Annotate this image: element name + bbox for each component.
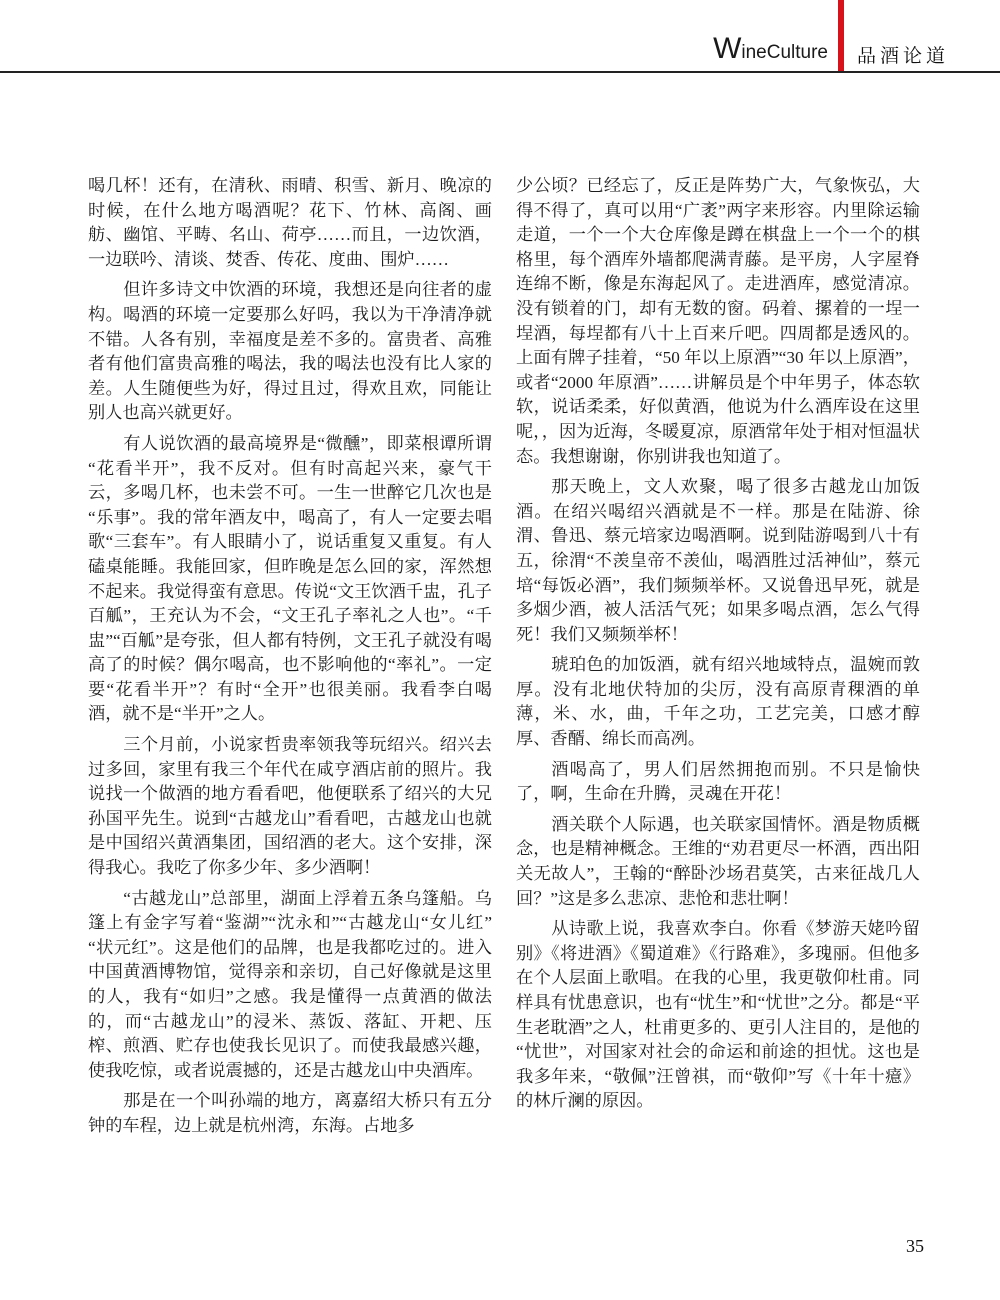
section-label: 品酒论道 <box>857 46 950 67</box>
article-paragraph: 有人说饮酒的最高境界是“微醺”，即菜根谭所谓“花看半开”，我不反对。但有时高起兴来，豪气干云，多喝几杯，也未尝不可。一生一世醉它几次也是“乐事”。我的常年酒友中，喝高了，有人一定要去唱歌“三套车”。有人眼睛小了，说话重复又重复。有人磕桌能睡。我能回家，但昨晚是怎么回的家，浑然想不起来。我觉得蛮有意思。传说“文王饮酒千盅，孔子百觚”，王充认为不会，“文王孔子率礼之人也”。“千盅”“百觚”是夸张，但人都有特例，文王孔子就没有喝高了的时候？偶尔喝高，也不影响他的“率礼”。一定要“花看半开”？有时“全开”也很美丽。我看李白喝酒，就不是“半开”之人。 <box>88 433 492 724</box>
article-paragraph: 少公顷？已经忘了，反正是阵势广大，气象恢弘，大得不得了，真可以用“广袤”两字来形容。内里除运输走道，一个一个大仓库像是蹲在棋盘上一个一个的棋格里，每个酒库外墙都爬满青藤。是平房，人字屋脊连绵不断，像是东海起风了。走进酒库，感觉清凉。没有锁着的门，却有无数的窗。码着、摞着的一埕一埕酒，每埕都有八十上百来斤吧。四周都是透风的。上面有牌子挂着，“50 年以上原酒”“30 年以上原酒”，或者“2000 年原酒”……讲解员是个中年男子，体态软软，说话柔柔，好似黄酒，他说为什么酒库设在这里呢，，因为近海，冬暖夏凉，原酒常年处于相对恒温状态。我想谢谢，你别讲我也知道了。 <box>516 176 920 466</box>
accent-bar <box>838 0 844 72</box>
brand-rest: ineCulture <box>741 42 828 64</box>
brand-initial: W <box>713 32 742 65</box>
article-paragraph: 酒关联个人际遇，也关联家国情怀。酒是物质概念，也是精神概念。王维的“劝君更尽一杯酒，西出阳关无故人”，王翰的“醉卧沙场君莫笑，古来征战几人回？”这是多么悲凉、悲怆和悲壮啊！ <box>516 814 920 908</box>
article-paragraph: 但许多诗文中饮酒的环境，我想还是向往者的虚构。喝酒的环境一定要那么好吗，我以为干净清净就不错。人各有别，幸福度是差不多的。富贵者、高雅者有他们富贵高雅的喝法，我的喝法也没有比人家的差。人生随便些为好，得过且过，得欢且欢，同能让别人也高兴就更好。 <box>88 280 492 423</box>
article-paragraph: 酒喝高了，男人们居然拥抱而别。不只是愉快了，啊，生命在升腾，灵魂在开花！ <box>516 759 920 804</box>
magazine-brand <box>0 0 828 68</box>
article-paragraph: “古越龙山”总部里，湖面上浮着五条乌篷船。乌篷上有金字写着“鉴湖”“沈永和”“古越龙山“女儿红”“状元红”。这是他们的品牌，也是我都吃过的。进入中国黄酒博物馆，觉得亲和亲切，自己好像就是这里的人，我有“如归”之感。我是懂得一点黄酒的做法的，而“古越龙山”的浸米、蒸饭、落缸、开耙、压榨、煎酒、贮存也使我长见识了。而使我最感兴趣，使我吃惊，或者说震撼的，还是古越龙山中央酒库。 <box>88 888 492 1080</box>
article-paragraph: 三个月前，小说家哲贵率领我等玩绍兴。绍兴去过多回，家里有我三个年代在咸亨酒店前的照片。我说找一个做酒的地方看看吧，他便联系了绍兴的大兄孙国平先生。说到“古越龙山”看看吧，古越龙山也就是中国绍兴黄酒集团，国绍酒的老大。这个安排，深得我心。我吃了你多少年、多少酒啊！ <box>88 735 492 878</box>
header-rule <box>0 71 1000 73</box>
page-number: 35 <box>906 1236 924 1256</box>
article-paragraph: 琥珀色的加饭酒，就有绍兴地域特点，温婉而敦厚。没有北地伏特加的尖厉，没有高原青稞酒的单薄，米、水，曲，千年之功，工艺完美，口感才醇厚、香醑、绵长而高冽。 <box>516 655 920 749</box>
article-paragraph: 从诗歌上说，我喜欢李白。你看《梦游天姥吟留别》《将进酒》《蜀道难》《行路难》，多瑰丽。但他多在个人层面上歌唱。在我的心里，我更敬仰杜甫。同样具有忧患意识，也有“忧生”和“忧世”之分。都是“平生老耽酒”之人，杜甫更多的、更引人注目的，是他的“忧世”，对国家对社会的命运和前途的担忧。这也是我多年来，“敬佩”汪曾祺，而“敬仰”写《十年十癔》的林斤澜的原因。 <box>516 919 920 1111</box>
article-paragraph: 那天晚上，文人欢聚，喝了很多古越龙山加饭酒。在绍兴喝绍兴酒就是不一样。那是在陆游、徐渭、鲁迅、蔡元培家边喝酒啊。说到陆游喝到八十有五，徐渭“不羡皇帝不羡仙，喝酒胜过活神仙”，蔡元培“每饭必酒”，我们频频举杯。又说鲁迅早死，就是多烟少酒，被人活活气死；如果多喝点酒，怎么气得死！我们又频频举杯！ <box>516 477 920 644</box>
right-column <box>516 174 920 1120</box>
article-paragraph: 那是在一个叫孙端的地方，离嘉绍大桥只有五分钟的车程，边上就是杭州湾，东海。占地多 <box>88 1091 492 1135</box>
left-column <box>88 174 492 1145</box>
article-paragraph: 喝几杯！还有，在清秋、雨晴、积雪、新月、晚凉的时候，在什么地方喝酒呢？花下、竹林、高阁、画舫、幽馆、平畴、名山、荷亭……而且，一边饮酒，一边联吟、清谈、焚香、传花、度曲、围炉…… <box>88 176 492 269</box>
